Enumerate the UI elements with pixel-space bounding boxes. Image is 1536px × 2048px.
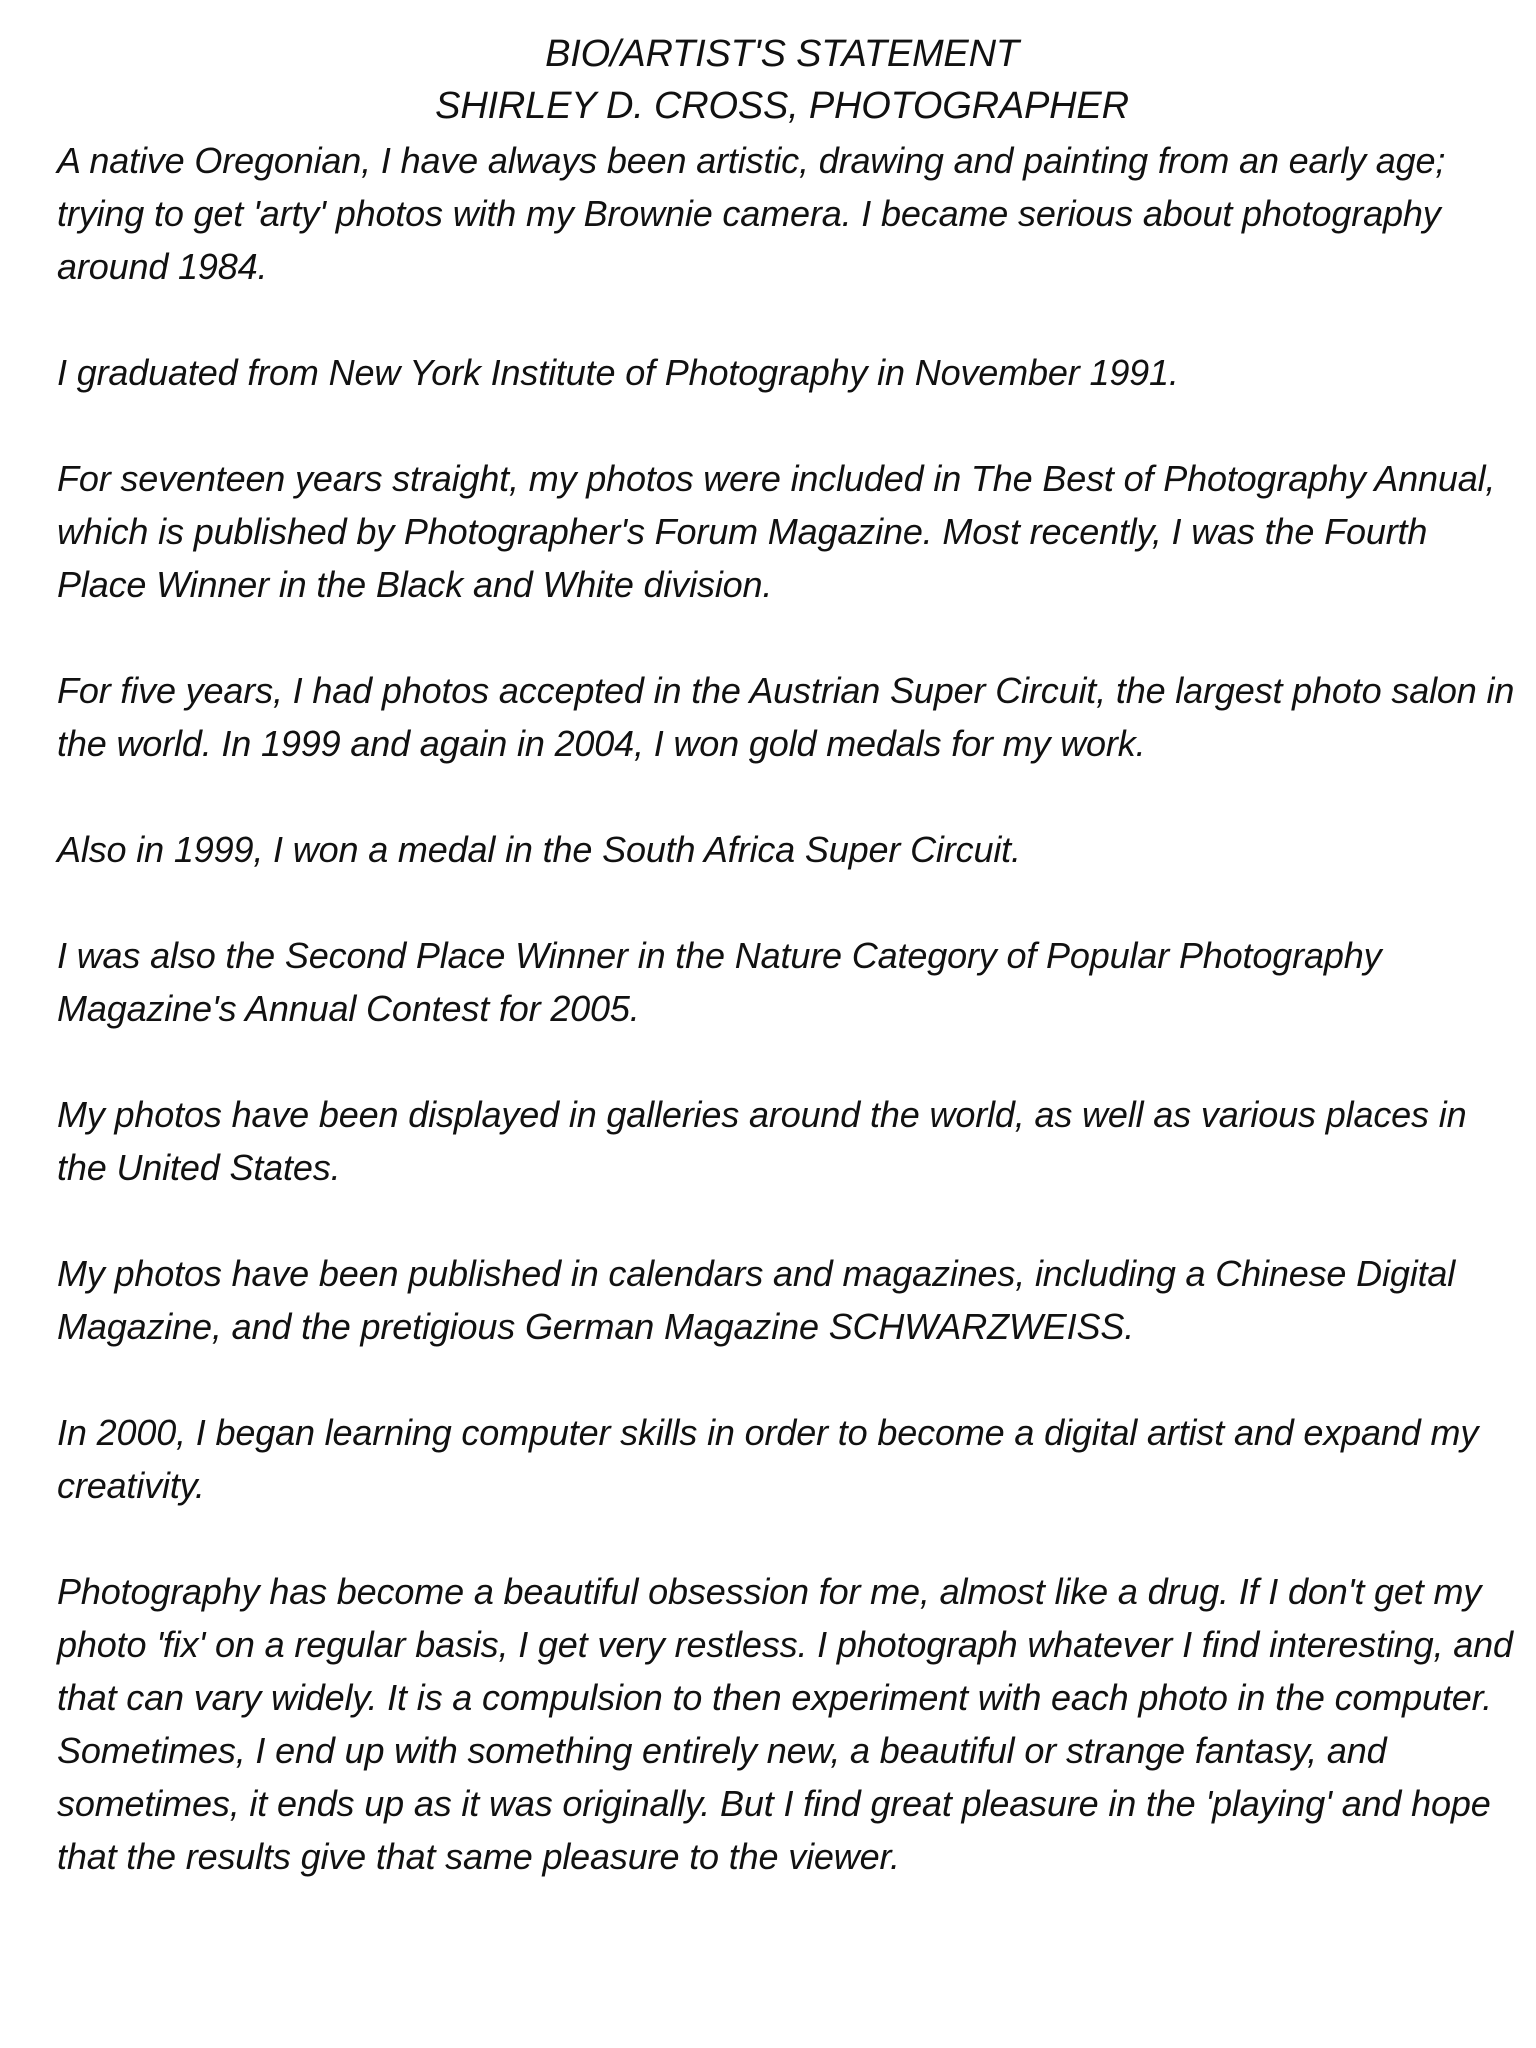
paragraph-best-of-photography: For seventeen years straight, my photos were included in The Best of Photography Annual, which is published by Photographer's Forum Magazine. Most recently, I was the Fourth Place Winner in the Black and White division. [57, 458, 1496, 605]
paragraph-early-life: A native Oregonian, I have always been artistic, drawing and painting from an early age; trying to get 'arty' photos with my Brownie camera. I became serious about photography around 1984. [57, 140, 1446, 287]
statement-body [57, 134, 1522, 1883]
paragraph-austrian-super-circuit: For five years, I had photos accepted in the Austrian Super Circuit, the largest photo salon in the world. In 1999 and again in 2004, I won gold medals for my work. [57, 670, 1515, 764]
paragraph-digital-art: In 2000, I began learning computer skills in order to become a digital artist and expand my creativity. [57, 1412, 1479, 1506]
paragraph-publications: My photos have been published in calendars and magazines, including a Chinese Digital Magazine, and the pretigious German Magazine SCHWARZWEISS. [57, 1253, 1456, 1347]
document-subtitle: SHIRLEY D. CROSS, PHOTOGRAPHER [435, 85, 1129, 127]
paragraph-obsession: Photography has become a beautiful obsession for me, almost like a drug. If I don't get my photo 'fix' on a regular basis, I get very restless. I photograph whatever I find interesting, and that can vary widely. It is a compulsion to then experiment with each photo in the computer. Sometimes, I end up with something entirely new, a beautiful or strange fantasy, and sometimes, it ends up as it was originally. But I find great pleasure in the 'playing' and hope that the results give that same pleasure to the viewer. [57, 1571, 1513, 1877]
document-header [57, 28, 1507, 132]
document-title: BIO/ARTIST'S STATEMENT [545, 33, 1019, 75]
paragraph-galleries: My photos have been displayed in galleries around the world, as well as various places in the United States. [57, 1094, 1467, 1188]
paragraph-education: I graduated from New York Institute of Photography in November 1991. [57, 352, 1179, 393]
paragraph-south-africa-medal: Also in 1999, I won a medal in the South Africa Super Circuit. [57, 829, 1021, 870]
paragraph-popular-photography: I was also the Second Place Winner in the Nature Category of Popular Photography Magazine's Annual Contest for 2005. [57, 935, 1382, 1029]
